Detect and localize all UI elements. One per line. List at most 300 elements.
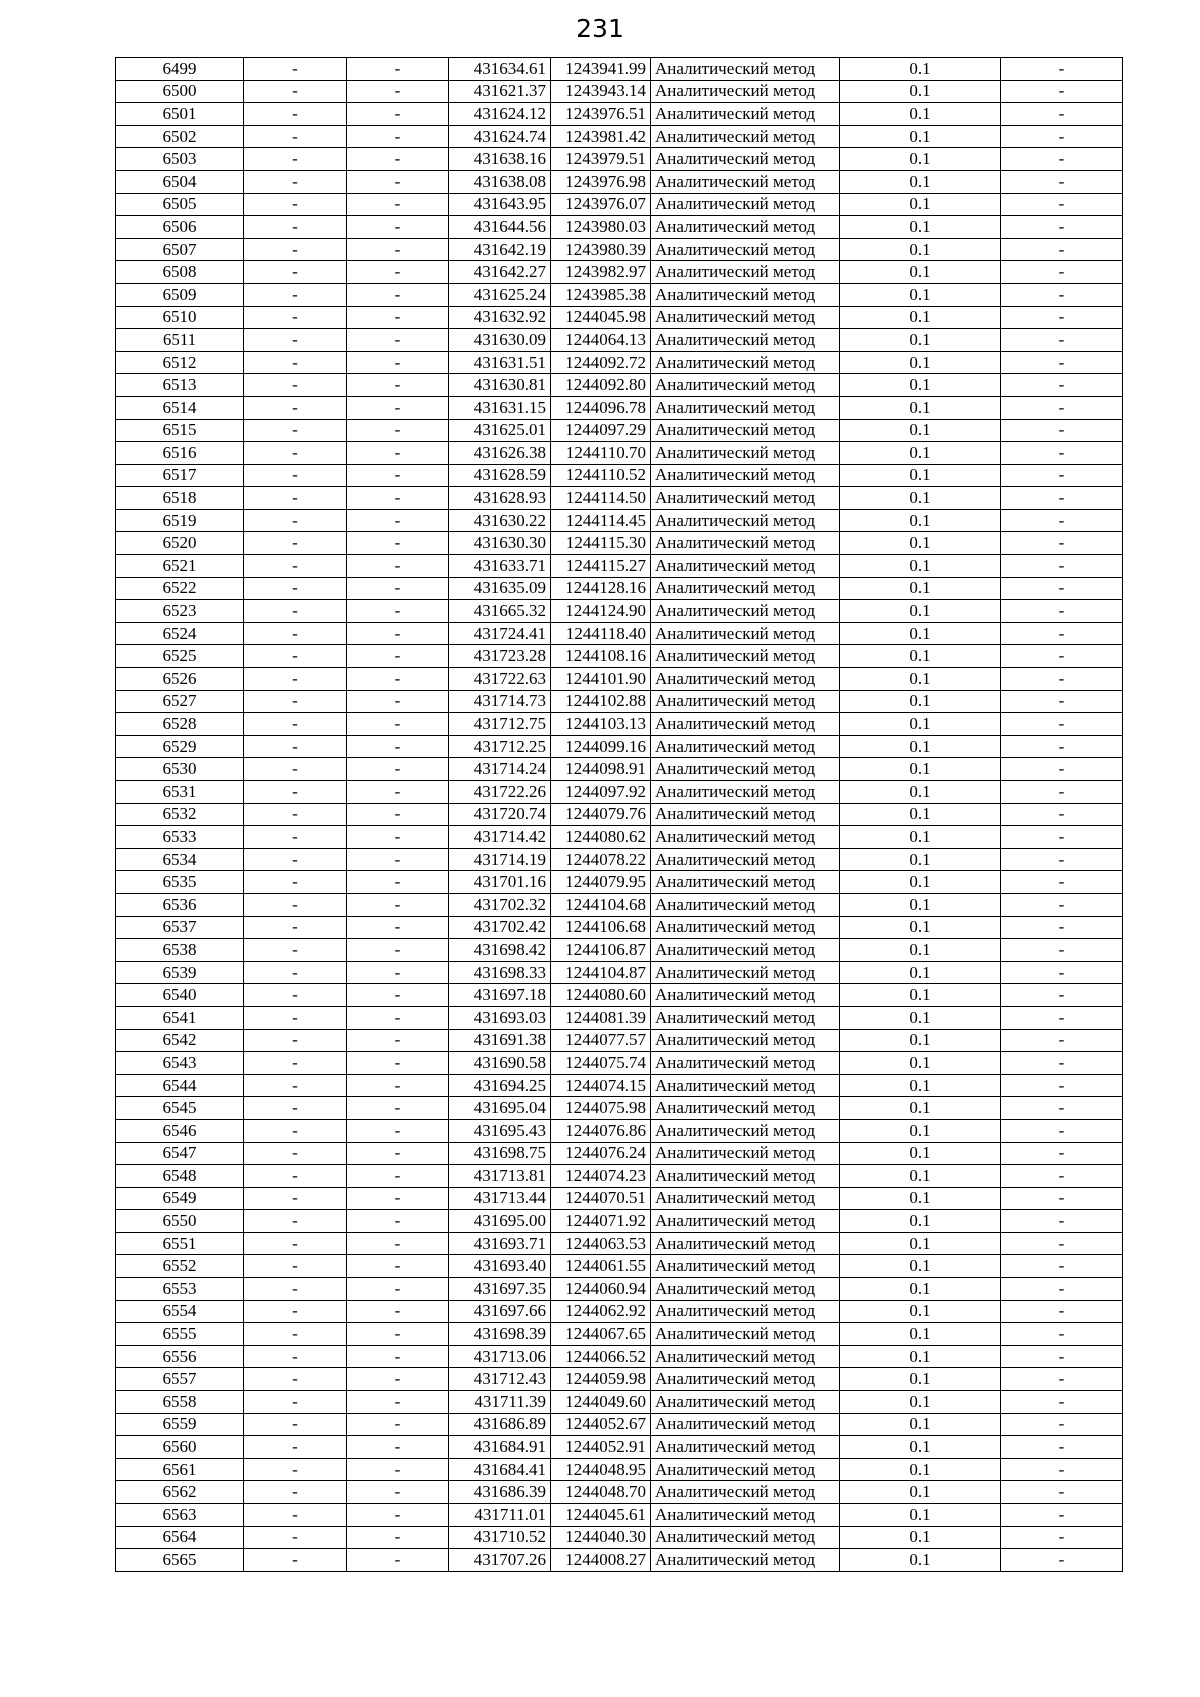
y-coordinate-cell: 1244080.62: [551, 826, 651, 849]
x-coordinate-cell: 431643.95: [449, 193, 551, 216]
x-coordinate-cell: 431684.91: [449, 1436, 551, 1459]
empty-value-cell: -: [244, 1255, 347, 1278]
description-cell: -: [1001, 1481, 1123, 1504]
method-cell: Аналитический метод: [651, 735, 840, 758]
table-row: [116, 803, 1123, 826]
y-coordinate-cell: 1244070.51: [551, 1187, 651, 1210]
point-number-cell: 6546: [116, 1119, 244, 1142]
y-coordinate-cell: 1244080.60: [551, 984, 651, 1007]
accuracy-cell: 0.1: [840, 848, 1001, 871]
point-number-cell: 6517: [116, 464, 244, 487]
description-cell: -: [1001, 103, 1123, 126]
point-number-cell: 6509: [116, 283, 244, 306]
description-cell: -: [1001, 1006, 1123, 1029]
x-coordinate-cell: 431631.15: [449, 396, 551, 419]
table-row: [116, 555, 1123, 578]
point-number-cell: 6515: [116, 419, 244, 442]
method-cell: Аналитический метод: [651, 600, 840, 623]
y-coordinate-cell: 1244008.27: [551, 1549, 651, 1572]
table-row: [116, 826, 1123, 849]
description-cell: -: [1001, 306, 1123, 329]
accuracy-cell: 0.1: [840, 1413, 1001, 1436]
table-row: [116, 1255, 1123, 1278]
point-number-cell: 6545: [116, 1097, 244, 1120]
y-coordinate-cell: 1243941.99: [551, 58, 651, 81]
empty-value-cell: -: [244, 1481, 347, 1504]
description-cell: -: [1001, 1300, 1123, 1323]
point-number-cell: 6550: [116, 1210, 244, 1233]
empty-value-cell: -: [244, 329, 347, 352]
empty-value-cell: -: [244, 1119, 347, 1142]
point-number-cell: 6533: [116, 826, 244, 849]
method-cell: Аналитический метод: [651, 1436, 840, 1459]
y-coordinate-cell: 1244061.55: [551, 1255, 651, 1278]
empty-value-cell: -: [347, 1097, 449, 1120]
point-number-cell: 6506: [116, 216, 244, 239]
table-row: [116, 103, 1123, 126]
table-row: [116, 1210, 1123, 1233]
point-number-cell: 6564: [116, 1526, 244, 1549]
empty-value-cell: -: [347, 1300, 449, 1323]
x-coordinate-cell: 431713.81: [449, 1165, 551, 1188]
empty-value-cell: -: [347, 893, 449, 916]
y-coordinate-cell: 1244040.30: [551, 1526, 651, 1549]
empty-value-cell: -: [347, 758, 449, 781]
empty-value-cell: -: [347, 396, 449, 419]
y-coordinate-cell: 1244097.29: [551, 419, 651, 442]
accuracy-cell: 0.1: [840, 1210, 1001, 1233]
point-number-cell: 6549: [116, 1187, 244, 1210]
description-cell: -: [1001, 329, 1123, 352]
description-cell: -: [1001, 58, 1123, 81]
method-cell: Аналитический метод: [651, 577, 840, 600]
accuracy-cell: 0.1: [840, 509, 1001, 532]
description-cell: -: [1001, 893, 1123, 916]
empty-value-cell: -: [347, 419, 449, 442]
x-coordinate-cell: 431638.08: [449, 170, 551, 193]
empty-value-cell: -: [347, 216, 449, 239]
table-row: [116, 58, 1123, 81]
x-coordinate-cell: 431625.24: [449, 283, 551, 306]
y-coordinate-cell: 1244124.90: [551, 600, 651, 623]
table-row: [116, 509, 1123, 532]
point-number-cell: 6523: [116, 600, 244, 623]
empty-value-cell: -: [244, 103, 347, 126]
description-cell: -: [1001, 1436, 1123, 1459]
y-coordinate-cell: 1243980.39: [551, 238, 651, 261]
description-cell: -: [1001, 1526, 1123, 1549]
empty-value-cell: -: [347, 600, 449, 623]
point-number-cell: 6512: [116, 351, 244, 374]
point-number-cell: 6527: [116, 690, 244, 713]
point-number-cell: 6547: [116, 1142, 244, 1165]
table-row: [116, 1504, 1123, 1527]
y-coordinate-cell: 1244108.16: [551, 645, 651, 668]
empty-value-cell: -: [347, 1391, 449, 1414]
point-number-cell: 6562: [116, 1481, 244, 1504]
description-cell: -: [1001, 1074, 1123, 1097]
point-number-cell: 6521: [116, 555, 244, 578]
table-row: [116, 1052, 1123, 1075]
description-cell: -: [1001, 735, 1123, 758]
empty-value-cell: -: [347, 577, 449, 600]
accuracy-cell: 0.1: [840, 668, 1001, 691]
y-coordinate-cell: 1243981.42: [551, 125, 651, 148]
empty-value-cell: -: [244, 1323, 347, 1346]
method-cell: Аналитический метод: [651, 125, 840, 148]
empty-value-cell: -: [244, 1052, 347, 1075]
x-coordinate-cell: 431722.26: [449, 781, 551, 804]
method-cell: Аналитический метод: [651, 1323, 840, 1346]
point-number-cell: 6525: [116, 645, 244, 668]
accuracy-cell: 0.1: [840, 1142, 1001, 1165]
x-coordinate-cell: 431712.75: [449, 713, 551, 736]
description-cell: -: [1001, 1391, 1123, 1414]
method-cell: Аналитический метод: [651, 487, 840, 510]
description-cell: -: [1001, 622, 1123, 645]
empty-value-cell: -: [244, 509, 347, 532]
empty-value-cell: -: [347, 1345, 449, 1368]
method-cell: Аналитический метод: [651, 1006, 840, 1029]
x-coordinate-cell: 431712.43: [449, 1368, 551, 1391]
description-cell: -: [1001, 1413, 1123, 1436]
method-cell: Аналитический метод: [651, 419, 840, 442]
point-number-cell: 6544: [116, 1074, 244, 1097]
table-row: [116, 645, 1123, 668]
y-coordinate-cell: 1243976.98: [551, 170, 651, 193]
point-number-cell: 6539: [116, 961, 244, 984]
method-cell: Аналитический метод: [651, 916, 840, 939]
x-coordinate-cell: 431698.42: [449, 939, 551, 962]
method-cell: Аналитический метод: [651, 1142, 840, 1165]
accuracy-cell: 0.1: [840, 690, 1001, 713]
description-cell: -: [1001, 532, 1123, 555]
accuracy-cell: 0.1: [840, 803, 1001, 826]
accuracy-cell: 0.1: [840, 1504, 1001, 1527]
accuracy-cell: 0.1: [840, 939, 1001, 962]
empty-value-cell: -: [347, 374, 449, 397]
point-number-cell: 6505: [116, 193, 244, 216]
x-coordinate-cell: 431723.28: [449, 645, 551, 668]
point-number-cell: 6522: [116, 577, 244, 600]
point-number-cell: 6563: [116, 1504, 244, 1527]
empty-value-cell: -: [347, 238, 449, 261]
method-cell: Аналитический метод: [651, 984, 840, 1007]
method-cell: Аналитический метод: [651, 893, 840, 916]
y-coordinate-cell: 1243979.51: [551, 148, 651, 171]
table-row: [116, 1187, 1123, 1210]
table-row: [116, 984, 1123, 1007]
empty-value-cell: -: [244, 1142, 347, 1165]
empty-value-cell: -: [244, 1300, 347, 1323]
table-row: [116, 1323, 1123, 1346]
x-coordinate-cell: 431633.71: [449, 555, 551, 578]
point-number-cell: 6508: [116, 261, 244, 284]
x-coordinate-cell: 431625.01: [449, 419, 551, 442]
y-coordinate-cell: 1244078.22: [551, 848, 651, 871]
x-coordinate-cell: 431665.32: [449, 600, 551, 623]
accuracy-cell: 0.1: [840, 1549, 1001, 1572]
empty-value-cell: -: [347, 1526, 449, 1549]
accuracy-cell: 0.1: [840, 351, 1001, 374]
accuracy-cell: 0.1: [840, 1006, 1001, 1029]
empty-value-cell: -: [244, 464, 347, 487]
method-cell: Аналитический метод: [651, 1097, 840, 1120]
description-cell: -: [1001, 283, 1123, 306]
point-number-cell: 6511: [116, 329, 244, 352]
empty-value-cell: -: [347, 690, 449, 713]
accuracy-cell: 0.1: [840, 1255, 1001, 1278]
table-row: [116, 1549, 1123, 1572]
point-number-cell: 6510: [116, 306, 244, 329]
table-row: [116, 1345, 1123, 1368]
method-cell: Аналитический метод: [651, 1278, 840, 1301]
x-coordinate-cell: 431631.51: [449, 351, 551, 374]
x-coordinate-cell: 431707.26: [449, 1549, 551, 1572]
y-coordinate-cell: 1244075.74: [551, 1052, 651, 1075]
y-coordinate-cell: 1244045.61: [551, 1504, 651, 1527]
method-cell: Аналитический метод: [651, 329, 840, 352]
y-coordinate-cell: 1244064.13: [551, 329, 651, 352]
table-row: [116, 238, 1123, 261]
table-row: [116, 1481, 1123, 1504]
empty-value-cell: -: [244, 125, 347, 148]
method-cell: Аналитический метод: [651, 803, 840, 826]
empty-value-cell: -: [244, 668, 347, 691]
y-coordinate-cell: 1244059.98: [551, 1368, 651, 1391]
x-coordinate-cell: 431626.38: [449, 442, 551, 465]
empty-value-cell: -: [244, 848, 347, 871]
empty-value-cell: -: [347, 781, 449, 804]
y-coordinate-cell: 1244079.76: [551, 803, 651, 826]
y-coordinate-cell: 1244099.16: [551, 735, 651, 758]
method-cell: Аналитический метод: [651, 351, 840, 374]
description-cell: -: [1001, 80, 1123, 103]
empty-value-cell: -: [347, 1142, 449, 1165]
table-row: [116, 668, 1123, 691]
point-number-cell: 6543: [116, 1052, 244, 1075]
empty-value-cell: -: [244, 1278, 347, 1301]
empty-value-cell: -: [244, 893, 347, 916]
method-cell: Аналитический метод: [651, 532, 840, 555]
method-cell: Аналитический метод: [651, 464, 840, 487]
method-cell: Аналитический метод: [651, 1458, 840, 1481]
method-cell: Аналитический метод: [651, 103, 840, 126]
y-coordinate-cell: 1244098.91: [551, 758, 651, 781]
x-coordinate-cell: 431710.52: [449, 1526, 551, 1549]
accuracy-cell: 0.1: [840, 1097, 1001, 1120]
x-coordinate-cell: 431642.27: [449, 261, 551, 284]
empty-value-cell: -: [244, 216, 347, 239]
description-cell: -: [1001, 577, 1123, 600]
empty-value-cell: -: [347, 1074, 449, 1097]
point-number-cell: 6557: [116, 1368, 244, 1391]
empty-value-cell: -: [244, 826, 347, 849]
accuracy-cell: 0.1: [840, 1391, 1001, 1414]
x-coordinate-cell: 431698.33: [449, 961, 551, 984]
y-coordinate-cell: 1244062.92: [551, 1300, 651, 1323]
description-cell: -: [1001, 148, 1123, 171]
x-coordinate-cell: 431695.43: [449, 1119, 551, 1142]
accuracy-cell: 0.1: [840, 1029, 1001, 1052]
empty-value-cell: -: [244, 1368, 347, 1391]
point-number-cell: 6548: [116, 1165, 244, 1188]
empty-value-cell: -: [244, 781, 347, 804]
empty-value-cell: -: [244, 1504, 347, 1527]
description-cell: -: [1001, 1255, 1123, 1278]
method-cell: Аналитический метод: [651, 1391, 840, 1414]
y-coordinate-cell: 1244075.98: [551, 1097, 651, 1120]
y-coordinate-cell: 1243943.14: [551, 80, 651, 103]
method-cell: Аналитический метод: [651, 80, 840, 103]
empty-value-cell: -: [244, 351, 347, 374]
empty-value-cell: -: [244, 622, 347, 645]
x-coordinate-cell: 431714.42: [449, 826, 551, 849]
y-coordinate-cell: 1244077.57: [551, 1029, 651, 1052]
table-row: [116, 961, 1123, 984]
point-number-cell: 6551: [116, 1232, 244, 1255]
accuracy-cell: 0.1: [840, 1458, 1001, 1481]
table-row: [116, 690, 1123, 713]
description-cell: -: [1001, 758, 1123, 781]
empty-value-cell: -: [347, 1368, 449, 1391]
empty-value-cell: -: [244, 871, 347, 894]
empty-value-cell: -: [244, 1391, 347, 1414]
accuracy-cell: 0.1: [840, 442, 1001, 465]
table-row: [116, 80, 1123, 103]
empty-value-cell: -: [347, 1029, 449, 1052]
description-cell: -: [1001, 351, 1123, 374]
empty-value-cell: -: [244, 803, 347, 826]
accuracy-cell: 0.1: [840, 125, 1001, 148]
method-cell: Аналитический метод: [651, 1210, 840, 1233]
x-coordinate-cell: 431714.24: [449, 758, 551, 781]
y-coordinate-cell: 1243976.07: [551, 193, 651, 216]
accuracy-cell: 0.1: [840, 1368, 1001, 1391]
accuracy-cell: 0.1: [840, 984, 1001, 1007]
y-coordinate-cell: 1244045.98: [551, 306, 651, 329]
method-cell: Аналитический метод: [651, 1549, 840, 1572]
point-number-cell: 6500: [116, 80, 244, 103]
description-cell: -: [1001, 419, 1123, 442]
table-row: [116, 125, 1123, 148]
table-row: [116, 1368, 1123, 1391]
point-number-cell: 6530: [116, 758, 244, 781]
method-cell: Аналитический метод: [651, 1119, 840, 1142]
description-cell: -: [1001, 848, 1123, 871]
description-cell: -: [1001, 1458, 1123, 1481]
empty-value-cell: -: [347, 442, 449, 465]
empty-value-cell: -: [244, 1006, 347, 1029]
empty-value-cell: -: [347, 1504, 449, 1527]
x-coordinate-cell: 431701.16: [449, 871, 551, 894]
description-cell: -: [1001, 668, 1123, 691]
x-coordinate-cell: 431702.32: [449, 893, 551, 916]
point-number-cell: 6503: [116, 148, 244, 171]
empty-value-cell: -: [347, 826, 449, 849]
accuracy-cell: 0.1: [840, 916, 1001, 939]
y-coordinate-cell: 1244102.88: [551, 690, 651, 713]
accuracy-cell: 0.1: [840, 577, 1001, 600]
empty-value-cell: -: [347, 645, 449, 668]
description-cell: -: [1001, 442, 1123, 465]
accuracy-cell: 0.1: [840, 487, 1001, 510]
point-number-cell: 6561: [116, 1458, 244, 1481]
x-coordinate-cell: 431624.12: [449, 103, 551, 126]
description-cell: -: [1001, 261, 1123, 284]
description-cell: -: [1001, 1323, 1123, 1346]
x-coordinate-cell: 431698.39: [449, 1323, 551, 1346]
method-cell: Аналитический метод: [651, 1074, 840, 1097]
empty-value-cell: -: [244, 1232, 347, 1255]
empty-value-cell: -: [244, 758, 347, 781]
method-cell: Аналитический метод: [651, 1504, 840, 1527]
point-number-cell: 6538: [116, 939, 244, 962]
description-cell: -: [1001, 690, 1123, 713]
x-coordinate-cell: 431724.41: [449, 622, 551, 645]
x-coordinate-cell: 431697.66: [449, 1300, 551, 1323]
accuracy-cell: 0.1: [840, 58, 1001, 81]
y-coordinate-cell: 1244104.87: [551, 961, 651, 984]
y-coordinate-cell: 1244110.52: [551, 464, 651, 487]
method-cell: Аналитический метод: [651, 1368, 840, 1391]
description-cell: -: [1001, 1232, 1123, 1255]
point-number-cell: 6514: [116, 396, 244, 419]
table-row: [116, 148, 1123, 171]
point-number-cell: 6552: [116, 1255, 244, 1278]
method-cell: Аналитический метод: [651, 442, 840, 465]
empty-value-cell: -: [347, 1232, 449, 1255]
table-row: [116, 261, 1123, 284]
y-coordinate-cell: 1244114.45: [551, 509, 651, 532]
description-cell: -: [1001, 1278, 1123, 1301]
empty-value-cell: -: [244, 713, 347, 736]
method-cell: Аналитический метод: [651, 283, 840, 306]
empty-value-cell: -: [347, 261, 449, 284]
method-cell: Аналитический метод: [651, 193, 840, 216]
empty-value-cell: -: [244, 961, 347, 984]
empty-value-cell: -: [347, 555, 449, 578]
empty-value-cell: -: [347, 735, 449, 758]
y-coordinate-cell: 1244101.90: [551, 668, 651, 691]
empty-value-cell: -: [347, 193, 449, 216]
table-row: [116, 351, 1123, 374]
accuracy-cell: 0.1: [840, 1074, 1001, 1097]
table-row: [116, 939, 1123, 962]
table-row: [116, 871, 1123, 894]
x-coordinate-cell: 431711.39: [449, 1391, 551, 1414]
empty-value-cell: -: [347, 532, 449, 555]
point-number-cell: 6518: [116, 487, 244, 510]
x-coordinate-cell: 431697.35: [449, 1278, 551, 1301]
y-coordinate-cell: 1244097.92: [551, 781, 651, 804]
description-cell: -: [1001, 1029, 1123, 1052]
point-number-cell: 6553: [116, 1278, 244, 1301]
accuracy-cell: 0.1: [840, 1119, 1001, 1142]
x-coordinate-cell: 431634.61: [449, 58, 551, 81]
method-cell: Аналитический метод: [651, 645, 840, 668]
empty-value-cell: -: [347, 939, 449, 962]
description-cell: -: [1001, 509, 1123, 532]
empty-value-cell: -: [347, 125, 449, 148]
accuracy-cell: 0.1: [840, 1165, 1001, 1188]
y-coordinate-cell: 1244115.30: [551, 532, 651, 555]
empty-value-cell: -: [347, 80, 449, 103]
y-coordinate-cell: 1244115.27: [551, 555, 651, 578]
empty-value-cell: -: [347, 509, 449, 532]
description-cell: -: [1001, 464, 1123, 487]
table-row: [116, 1029, 1123, 1052]
